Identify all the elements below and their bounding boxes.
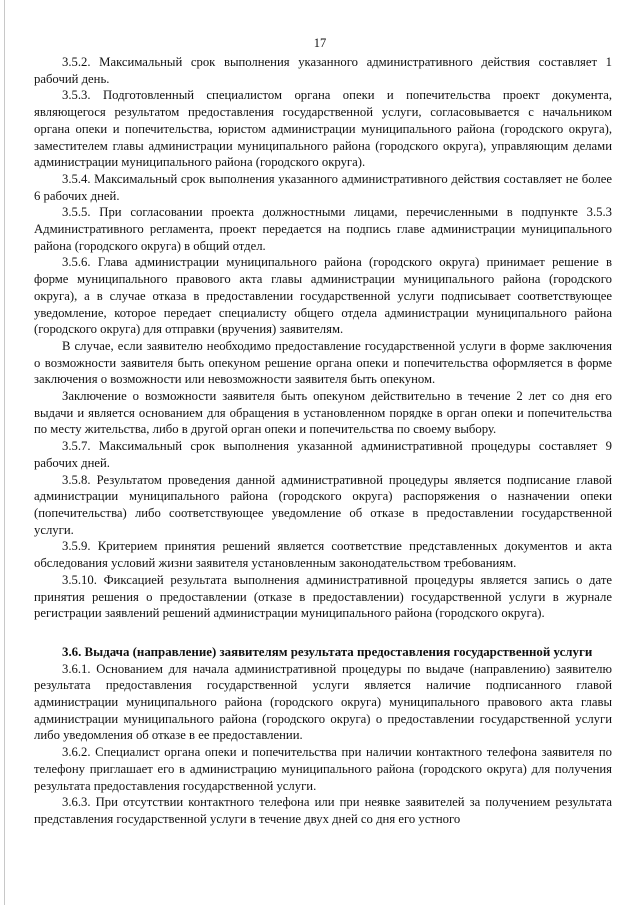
paragraph-3-5-10: 3.5.10. Фиксацией результата выполнения административной процедуры является запись о дате принятия решения о предоставлении (отказе в предоставлении) государственной услуги в журнале регистрации заявлений решений администрации муниципального района (городского округа). bbox=[34, 572, 612, 621]
paragraph-3-6-2: 3.6.2. Специалист органа опеки и попечительства при наличии контактного телефона заявителя по телефону приглашает его в администрацию муниципального района (городского округа) для получения результата предоставления государственной услуги. bbox=[34, 745, 612, 793]
paragraph-3-5-4: 3.5.4. Максимальный срок выполнения указанного административного действия составляет не более 6 рабочих дней. bbox=[34, 171, 612, 203]
paragraph-conclusion-validity: Заключение о возможности заявителя быть опекуном действительно в течение 2 лет со дня его выдачи и является основанием для обращения в установленном порядке в орган опеки и попечительства по месту жительства, либо в другой орган опеки и попечительства по своему выбору. bbox=[34, 389, 612, 437]
paragraph-3-5-7: 3.5.7. Максимальный срок выполнения указанной административной процедуры составляет 9 рабочих дней. bbox=[34, 439, 612, 470]
page-number: 17 bbox=[313, 36, 327, 50]
paragraph-3-5-2: 3.5.2. Максимальный срок выполнения указанного административного действия составляет 1 рабочий день. bbox=[34, 55, 612, 86]
paragraph-3-5-3: 3.5.3. Подготовленный специалистом органа опеки и попечительства проект документа, являющегося результатом предоставления государственной услуги, согласовывается с начальником органа опеки и попечительства, юристом администрации муниципального района (городского округа), заместителем главы администрации муниципального района (городского округа), управляющим делами администрации муниципального района (городского округа). bbox=[34, 88, 612, 170]
paragraph-3-6-1: 3.6.1. Основанием для начала административной процедуры по выдаче (направлению) заявителю результата предоставления государственной услуги является наличие подписанного главой администрации муниципального района (городского округа) муниципального правового акта главы администрации муниципального района (городского округа) о предоставлении государственной услуги либо уведомления об отказе в ее предоставлении. bbox=[34, 661, 612, 743]
paragraph-3-6-3: 3.6.3. При отсутствии контактного телефона или при неявке заявителей за получением результата представления государственной услуги в течение двух дней со дня его устного bbox=[34, 795, 612, 826]
paragraph-3-5-8: 3.5.8. Результатом проведения данной административной процедуры является подписание главой администрации муниципального района (городского округа) распоряжения о назначении опеки (попечительства) либо соответствующее уведомление об отказе в предоставлении государственной услуги. bbox=[34, 472, 612, 537]
paragraph-3-5-9: 3.5.9. Критерием принятия решений является соответствие представленных документов и акта обследования условий жизни заявителя установленным законодательством требованиям. bbox=[34, 539, 612, 571]
paragraph-3-5-5: 3.5.5. При согласовании проекта должностными лицами, перечисленными в подпункте 3.5.3 Административного регламента, проект передается на подпись главе администрации муниципального района (городского округа) в общий отдел. bbox=[34, 205, 612, 253]
paragraph-3-5-6: 3.5.6. Глава администрации муниципального района (городского округа) принимает решение в форме муниципального правового акта главы администрации муниципального района (городского округа), а в случае отказа в предоставлении государственной услуги подписывает соответствующее уведомление, которое передает специалисту общего отдела администрации муниципального района (городского округа) для отправки (вручения) заявителям. bbox=[34, 255, 612, 337]
paragraph-conclusion-form: В случае, если заявителю необходимо предоставление государственной услуги в форме заключения о возможности заявителя быть опекуном решение органа опеки и попечительства оформляется в форме заключения о возможности или невозможности заявителя быть опекуном. bbox=[34, 338, 612, 387]
section-heading-3-6: 3.6. Выдача (направление) заявителям результата предоставления государственной услуги bbox=[62, 644, 593, 659]
scan-edge-line bbox=[4, 0, 5, 905]
document-body bbox=[34, 54, 612, 828]
